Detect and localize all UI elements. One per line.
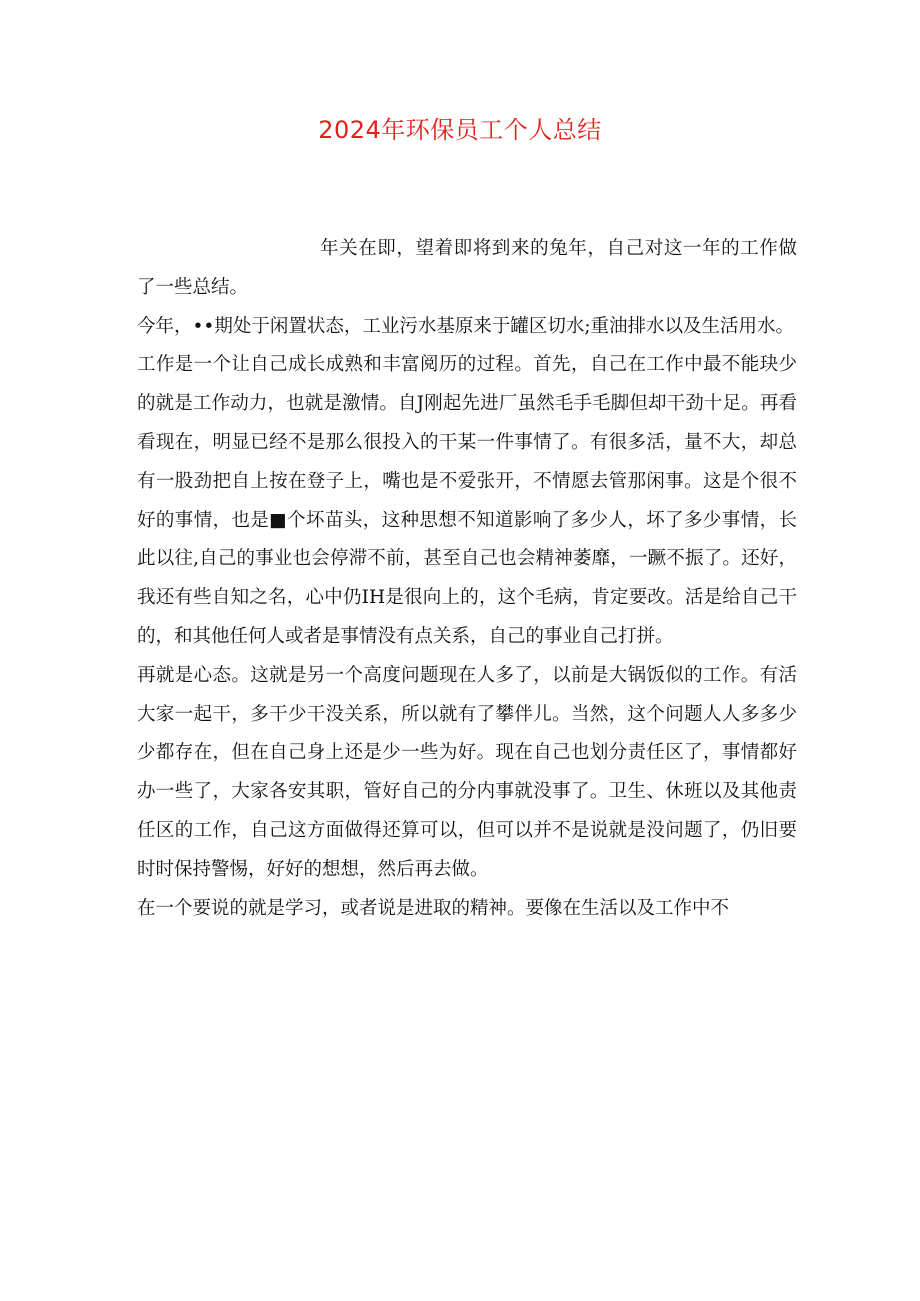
- paragraph-work-motivation: 工作是一个让自己成长成熟和丰富阅历的过程。首先，自己在工作中最不能玦少的就是工作动力，也就是激情。自J刚起先进厂虽然毛手毛脚但却干劲十足。再看看现在，明显已经不是那么很投入的干某一件事情了。有很多活，量不大，却总有一股劲把自上按在登子上，嘴也是不爱张开，不情愿去管那闲事。这是个很不好的事情，也是■个坏苗头，这种思想不知道影响了多少人，坏了多少事情，长此以往,自己的事业也会停滞不前，甚至自己也会精神萎靡，一蹶不振了。还好，我还有些自知之名，心中仍IH是很向上的，这个毛病，肯定要改。活是给自己干的，和其他任何人或者是事情没有点关系，自己的事业自己打拼。: [137, 354, 797, 647]
- document-title: 2024年环保员工个人总结: [318, 116, 602, 144]
- paragraph-learning: 在一个要说的就是学习，或者说是进取的精神。要像在生活以及工作中不: [137, 897, 730, 919]
- paragraph-status: 今年，••期处于闲置状态，工业污水基原来于罐区切水;重油排水以及生活用水。: [137, 315, 795, 337]
- document-body: [137, 230, 797, 928]
- paragraph-intro: 年关在即，望着即将到来的兔年，自己对这一年的工作做了一些总结。: [137, 238, 797, 298]
- paragraph-attitude: 再就是心态。这就是另一个高度问题现在人多了，以前是大锅饭似的工作。有活大家一起干，多干少干没关系，所以就有了攀伴儿。当然，这个问题人人多多少少都存在，但在自己身上还是少一些为好。现在自己也划分责任区了，事情都好办一些了，大家各安其职，管好自己的分内事就没事了。卫生、休班以及其他责任区的工作，自己这方面做得还算可以，但可以并不是说就是没问题了，仍旧要时时保持警惕，好好的想想，然后再去做。: [137, 664, 797, 880]
